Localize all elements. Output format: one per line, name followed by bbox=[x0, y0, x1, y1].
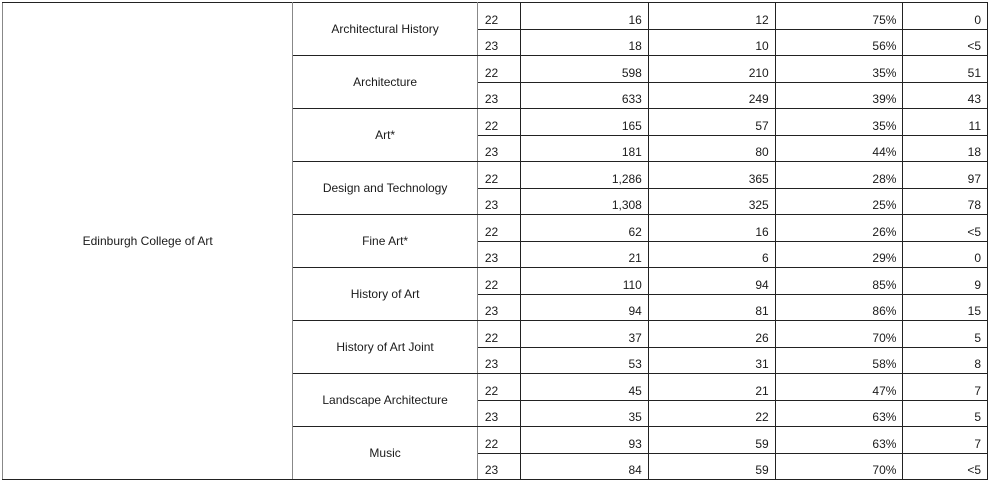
offer-rate-cell: 29% bbox=[775, 241, 903, 268]
offer-rate-cell: 26% bbox=[775, 215, 903, 242]
applications-cell: 181 bbox=[520, 135, 648, 162]
offer-rate-cell: 63% bbox=[775, 400, 903, 427]
intake-cell: 5 bbox=[903, 321, 988, 348]
offer-rate-cell: 58% bbox=[775, 347, 903, 374]
year-cell: 22 bbox=[477, 268, 520, 295]
year-cell: 22 bbox=[477, 162, 520, 189]
applications-cell: 53 bbox=[520, 347, 648, 374]
intake-cell: 51 bbox=[903, 56, 988, 83]
admissions-table bbox=[2, 2, 988, 480]
offer-rate-cell: 85% bbox=[775, 268, 903, 295]
intake-cell: 15 bbox=[903, 294, 988, 321]
intake-cell: 7 bbox=[903, 374, 988, 401]
year-cell: 23 bbox=[477, 135, 520, 162]
offer-rate-cell: 70% bbox=[775, 321, 903, 348]
offer-rate-cell: 39% bbox=[775, 82, 903, 109]
offers-cell: 26 bbox=[648, 321, 775, 348]
offers-cell: 16 bbox=[648, 215, 775, 242]
offers-cell: 31 bbox=[648, 347, 775, 374]
offer-rate-cell: 44% bbox=[775, 135, 903, 162]
subject-cell: History of Art bbox=[293, 268, 477, 321]
year-cell: 23 bbox=[477, 241, 520, 268]
offers-cell: 365 bbox=[648, 162, 775, 189]
applications-cell: 1,308 bbox=[520, 188, 648, 215]
offers-cell: 10 bbox=[648, 29, 775, 56]
subject-cell: Landscape Architecture bbox=[293, 374, 477, 427]
intake-cell: 0 bbox=[903, 241, 988, 268]
offer-rate-cell: 86% bbox=[775, 294, 903, 321]
year-cell: 23 bbox=[477, 453, 520, 480]
offers-cell: 94 bbox=[648, 268, 775, 295]
applications-cell: 1,286 bbox=[520, 162, 648, 189]
applications-cell: 93 bbox=[520, 427, 648, 454]
applications-cell: 62 bbox=[520, 215, 648, 242]
intake-cell: 97 bbox=[903, 162, 988, 189]
year-cell: 22 bbox=[477, 427, 520, 454]
offers-cell: 21 bbox=[648, 374, 775, 401]
applications-cell: 37 bbox=[520, 321, 648, 348]
subject-cell: Design and Technology bbox=[293, 162, 477, 215]
offers-cell: 57 bbox=[648, 109, 775, 136]
year-cell: 23 bbox=[477, 347, 520, 374]
offers-cell: 59 bbox=[648, 427, 775, 454]
intake-cell: <5 bbox=[903, 453, 988, 480]
subject-cell: History of Art Joint bbox=[293, 321, 477, 374]
applications-cell: 165 bbox=[520, 109, 648, 136]
offer-rate-cell: 35% bbox=[775, 109, 903, 136]
offers-cell: 12 bbox=[648, 3, 775, 30]
intake-cell: 7 bbox=[903, 427, 988, 454]
offer-rate-cell: 75% bbox=[775, 3, 903, 30]
offer-rate-cell: 35% bbox=[775, 56, 903, 83]
year-cell: 22 bbox=[477, 3, 520, 30]
offers-cell: 6 bbox=[648, 241, 775, 268]
offers-cell: 210 bbox=[648, 56, 775, 83]
offer-rate-cell: 56% bbox=[775, 29, 903, 56]
year-cell: 22 bbox=[477, 321, 520, 348]
intake-cell: 18 bbox=[903, 135, 988, 162]
applications-cell: 16 bbox=[520, 3, 648, 30]
offers-cell: 22 bbox=[648, 400, 775, 427]
applications-cell: 598 bbox=[520, 56, 648, 83]
intake-cell: 5 bbox=[903, 400, 988, 427]
applications-cell: 110 bbox=[520, 268, 648, 295]
year-cell: 22 bbox=[477, 215, 520, 242]
applications-cell: 94 bbox=[520, 294, 648, 321]
offer-rate-cell: 63% bbox=[775, 427, 903, 454]
intake-cell: 9 bbox=[903, 268, 988, 295]
applications-cell: 633 bbox=[520, 82, 648, 109]
year-cell: 23 bbox=[477, 400, 520, 427]
intake-cell: 11 bbox=[903, 109, 988, 136]
subject-cell: Art* bbox=[293, 109, 477, 162]
offer-rate-cell: 25% bbox=[775, 188, 903, 215]
subject-cell: Music bbox=[293, 427, 477, 480]
subject-cell: Architecture bbox=[293, 56, 477, 109]
applications-cell: 35 bbox=[520, 400, 648, 427]
offers-cell: 249 bbox=[648, 82, 775, 109]
year-cell: 23 bbox=[477, 294, 520, 321]
year-cell: 23 bbox=[477, 188, 520, 215]
offers-cell: 59 bbox=[648, 453, 775, 480]
table-body bbox=[3, 3, 988, 480]
intake-cell: <5 bbox=[903, 215, 988, 242]
offer-rate-cell: 28% bbox=[775, 162, 903, 189]
offer-rate-cell: 47% bbox=[775, 374, 903, 401]
applications-cell: 45 bbox=[520, 374, 648, 401]
intake-cell: 78 bbox=[903, 188, 988, 215]
offers-cell: 80 bbox=[648, 135, 775, 162]
intake-cell: 0 bbox=[903, 3, 988, 30]
intake-cell: 43 bbox=[903, 82, 988, 109]
applications-cell: 84 bbox=[520, 453, 648, 480]
intake-cell: 8 bbox=[903, 347, 988, 374]
year-cell: 23 bbox=[477, 29, 520, 56]
applications-cell: 21 bbox=[520, 241, 648, 268]
school-cell: Edinburgh College of Art bbox=[3, 3, 293, 480]
offers-cell: 81 bbox=[648, 294, 775, 321]
applications-cell: 18 bbox=[520, 29, 648, 56]
subject-cell: Fine Art* bbox=[293, 215, 477, 268]
year-cell: 23 bbox=[477, 82, 520, 109]
intake-cell: <5 bbox=[903, 29, 988, 56]
offers-cell: 325 bbox=[648, 188, 775, 215]
year-cell: 22 bbox=[477, 109, 520, 136]
table-row bbox=[3, 3, 988, 30]
offer-rate-cell: 70% bbox=[775, 453, 903, 480]
year-cell: 22 bbox=[477, 56, 520, 83]
subject-cell: Architectural History bbox=[293, 3, 477, 56]
year-cell: 22 bbox=[477, 374, 520, 401]
